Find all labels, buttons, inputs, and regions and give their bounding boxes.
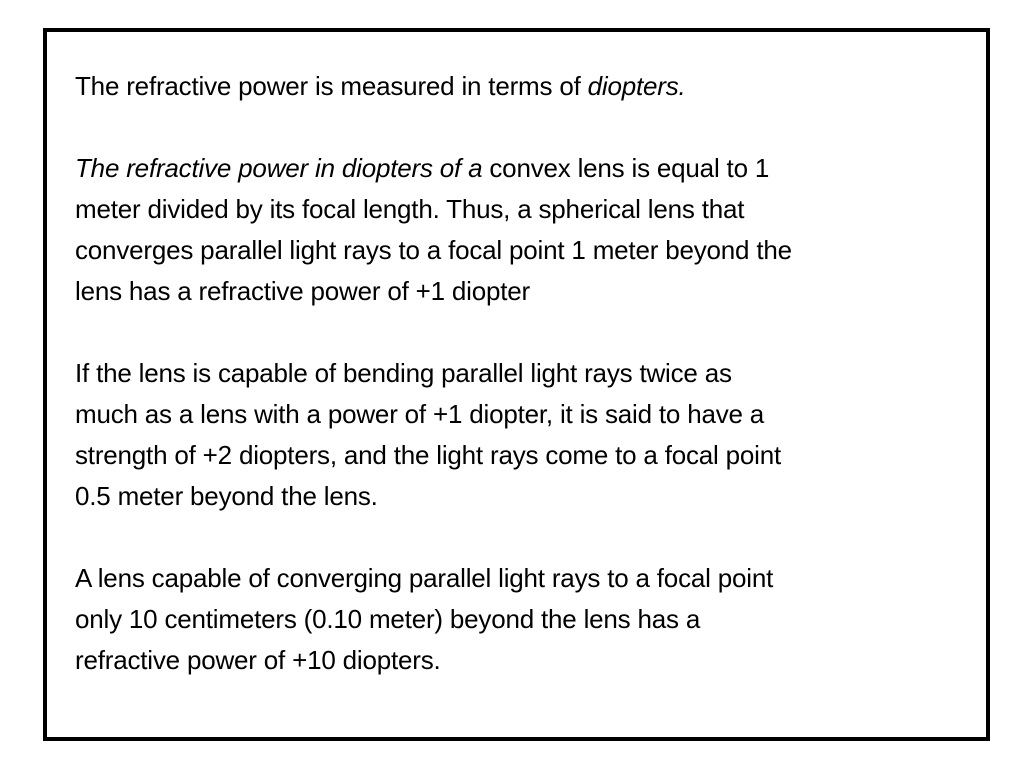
paragraph-1	[75, 66, 975, 107]
text-line	[75, 435, 975, 476]
text-line	[75, 230, 975, 271]
text-segment: If the lens is capable of bending parallel light rays twice as	[75, 358, 732, 388]
text-segment: strength of +2 diopters, and the light rays come to a focal point	[75, 440, 782, 470]
text-segment: The refractive power is measured in terms of	[75, 71, 588, 101]
paragraph-4	[75, 558, 975, 681]
text-line	[75, 148, 975, 189]
text-segment: meter divided by its focal length. Thus, a spherical lens that	[75, 194, 745, 224]
text-line	[75, 271, 975, 312]
text-segment: 0.5 meter beyond the lens.	[75, 481, 378, 511]
text-segment: lens has a refractive power of +1 diopter	[75, 276, 531, 306]
text-line	[75, 640, 975, 681]
text-segment: refractive power of +10 diopters.	[75, 645, 441, 675]
text-segment: converges parallel light rays to a focal point 1 meter beyond the	[75, 235, 792, 265]
paragraph-3	[75, 353, 975, 517]
content-frame	[43, 28, 990, 741]
text-line	[75, 476, 975, 517]
text-segment: much as a lens with a power of +1 diopter, it is said to have a	[75, 399, 765, 429]
text-line	[75, 66, 975, 107]
italic-text: diopters.	[587, 71, 686, 101]
text-segment: only 10 centimeters (0.10 meter) beyond the lens has a	[75, 604, 701, 634]
text-line	[75, 394, 975, 435]
text-line	[75, 558, 975, 599]
paragraph-2	[75, 148, 975, 312]
text-line	[75, 189, 975, 230]
text-line	[75, 353, 975, 394]
italic-text: The refractive power in diopters of a	[75, 153, 483, 183]
text-line	[75, 599, 975, 640]
text-segment: convex lens is equal to 1	[482, 153, 770, 183]
text-body	[75, 66, 975, 681]
text-segment: A lens capable of converging parallel light rays to a focal point	[75, 563, 774, 593]
